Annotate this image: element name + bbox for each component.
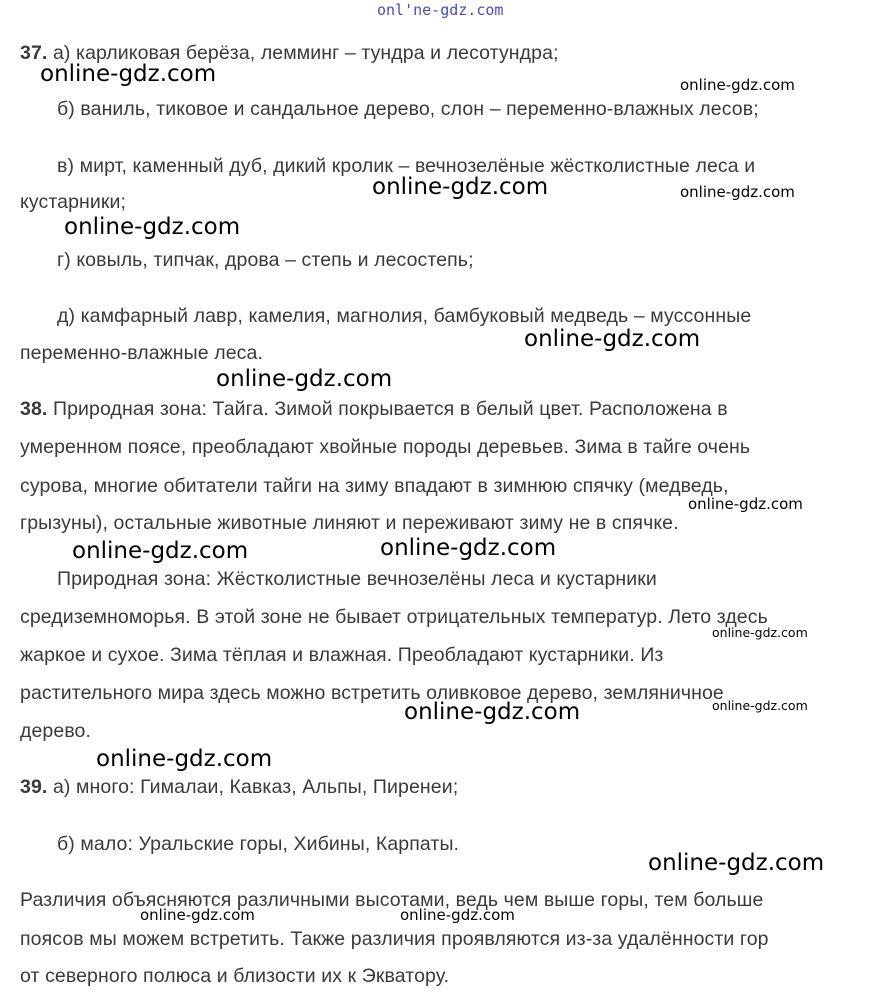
answer-38-line-3: сурова, многие обитатели тайги на зиму впадают в зимнюю спячку (медведь,	[20, 475, 729, 497]
header-watermark: onl'ne-gdz.com	[377, 1, 504, 19]
answer-37-line-c: в) мирт, каменный дуб, дикий кролик – вечнозелёные жёстколистные леса и	[57, 155, 756, 177]
answer-39-line-c: Различия объясняются различными высотами, ведь чем выше горы, тем больше	[20, 889, 764, 911]
watermark: online-gdz.com	[380, 535, 557, 561]
watermark: online-gdz.com	[372, 174, 549, 200]
answer-38-line-4: грызуны), остальные животные линяют и переживают зиму не в спячке.	[20, 512, 679, 534]
answer-38-line-9: дерево.	[20, 720, 92, 742]
answer-37-line-e-cont: переменно-влажные леса.	[20, 342, 263, 364]
answer-37-line-c-cont: кустарники;	[20, 191, 127, 213]
watermark: online-gdz.com	[688, 495, 803, 513]
answer-37-line-d: г) ковыль, типчак, дрова – степь и лесостепь;	[57, 249, 474, 271]
watermark: online-gdz.com	[680, 76, 795, 94]
watermark: online-gdz.com	[96, 746, 273, 772]
watermark: online-gdz.com	[40, 61, 217, 87]
answer-number-37: 37.	[20, 42, 48, 64]
answer-38-line-1	[20, 400, 728, 420]
answer-37-line-b: б) ваниль, тиковое и сандальное дерево, слон – переменно-влажных лесов;	[57, 98, 759, 120]
answer-number-39: 39.	[20, 776, 48, 798]
answer-39-line-d: поясов мы можем встретить. Также различия проявляются из-за удалённости гор	[20, 928, 769, 950]
watermark: online-gdz.com	[64, 214, 241, 240]
answer-number-38: 38.	[20, 398, 48, 420]
watermark: online-gdz.com	[680, 183, 795, 201]
answer-39-line-e: от северного полюса и близости их к Экватору.	[20, 965, 450, 987]
watermark: online-gdz.com	[648, 850, 825, 876]
watermark: online-gdz.com	[524, 326, 701, 352]
answer-38-line-2: умеренном поясе, преобладают хвойные породы деревьев. Зима в тайге очень	[20, 436, 751, 458]
watermark: online-gdz.com	[216, 366, 393, 392]
watermark: online-gdz.com	[712, 698, 808, 713]
answer-text: а) много: Гималаи, Кавказ, Альпы, Пиренеи;	[52, 776, 459, 798]
watermark: online-gdz.com	[72, 538, 249, 564]
watermark: online-gdz.com	[404, 699, 581, 725]
answer-38-line-6: средиземноморья. В этой зоне не бывает отрицательных температур. Лето здесь	[20, 606, 768, 628]
answer-37-line-e: д) камфарный лавр, камелия, магнолия, бамбуковый медведь – муссонные	[57, 305, 752, 327]
watermark: online-gdz.com	[140, 906, 255, 924]
answer-text: Природная зона: Тайга. Зимой покрывается в белый цвет. Расположена в	[52, 398, 728, 420]
answer-38-line-8: растительного мира здесь можно встретить оливковое дерево, земляничное	[20, 682, 724, 704]
answer-38-line-7: жаркое и сухое. Зима тёплая и влажная. Преобладают кустарники. Из	[20, 644, 664, 666]
answer-39-line-b: б) мало: Уральские горы, Хибины, Карпаты.	[57, 833, 460, 855]
answer-39-line-a	[20, 778, 458, 798]
watermark: online-gdz.com	[712, 625, 808, 640]
watermark: online-gdz.com	[400, 906, 515, 924]
answer-38-line-5: Природная зона: Жёстколистные вечнозелёны леса и кустарники	[57, 568, 657, 590]
answer-text: а) карликовая берёза, лемминг – тундра и лесотундра;	[52, 42, 559, 64]
